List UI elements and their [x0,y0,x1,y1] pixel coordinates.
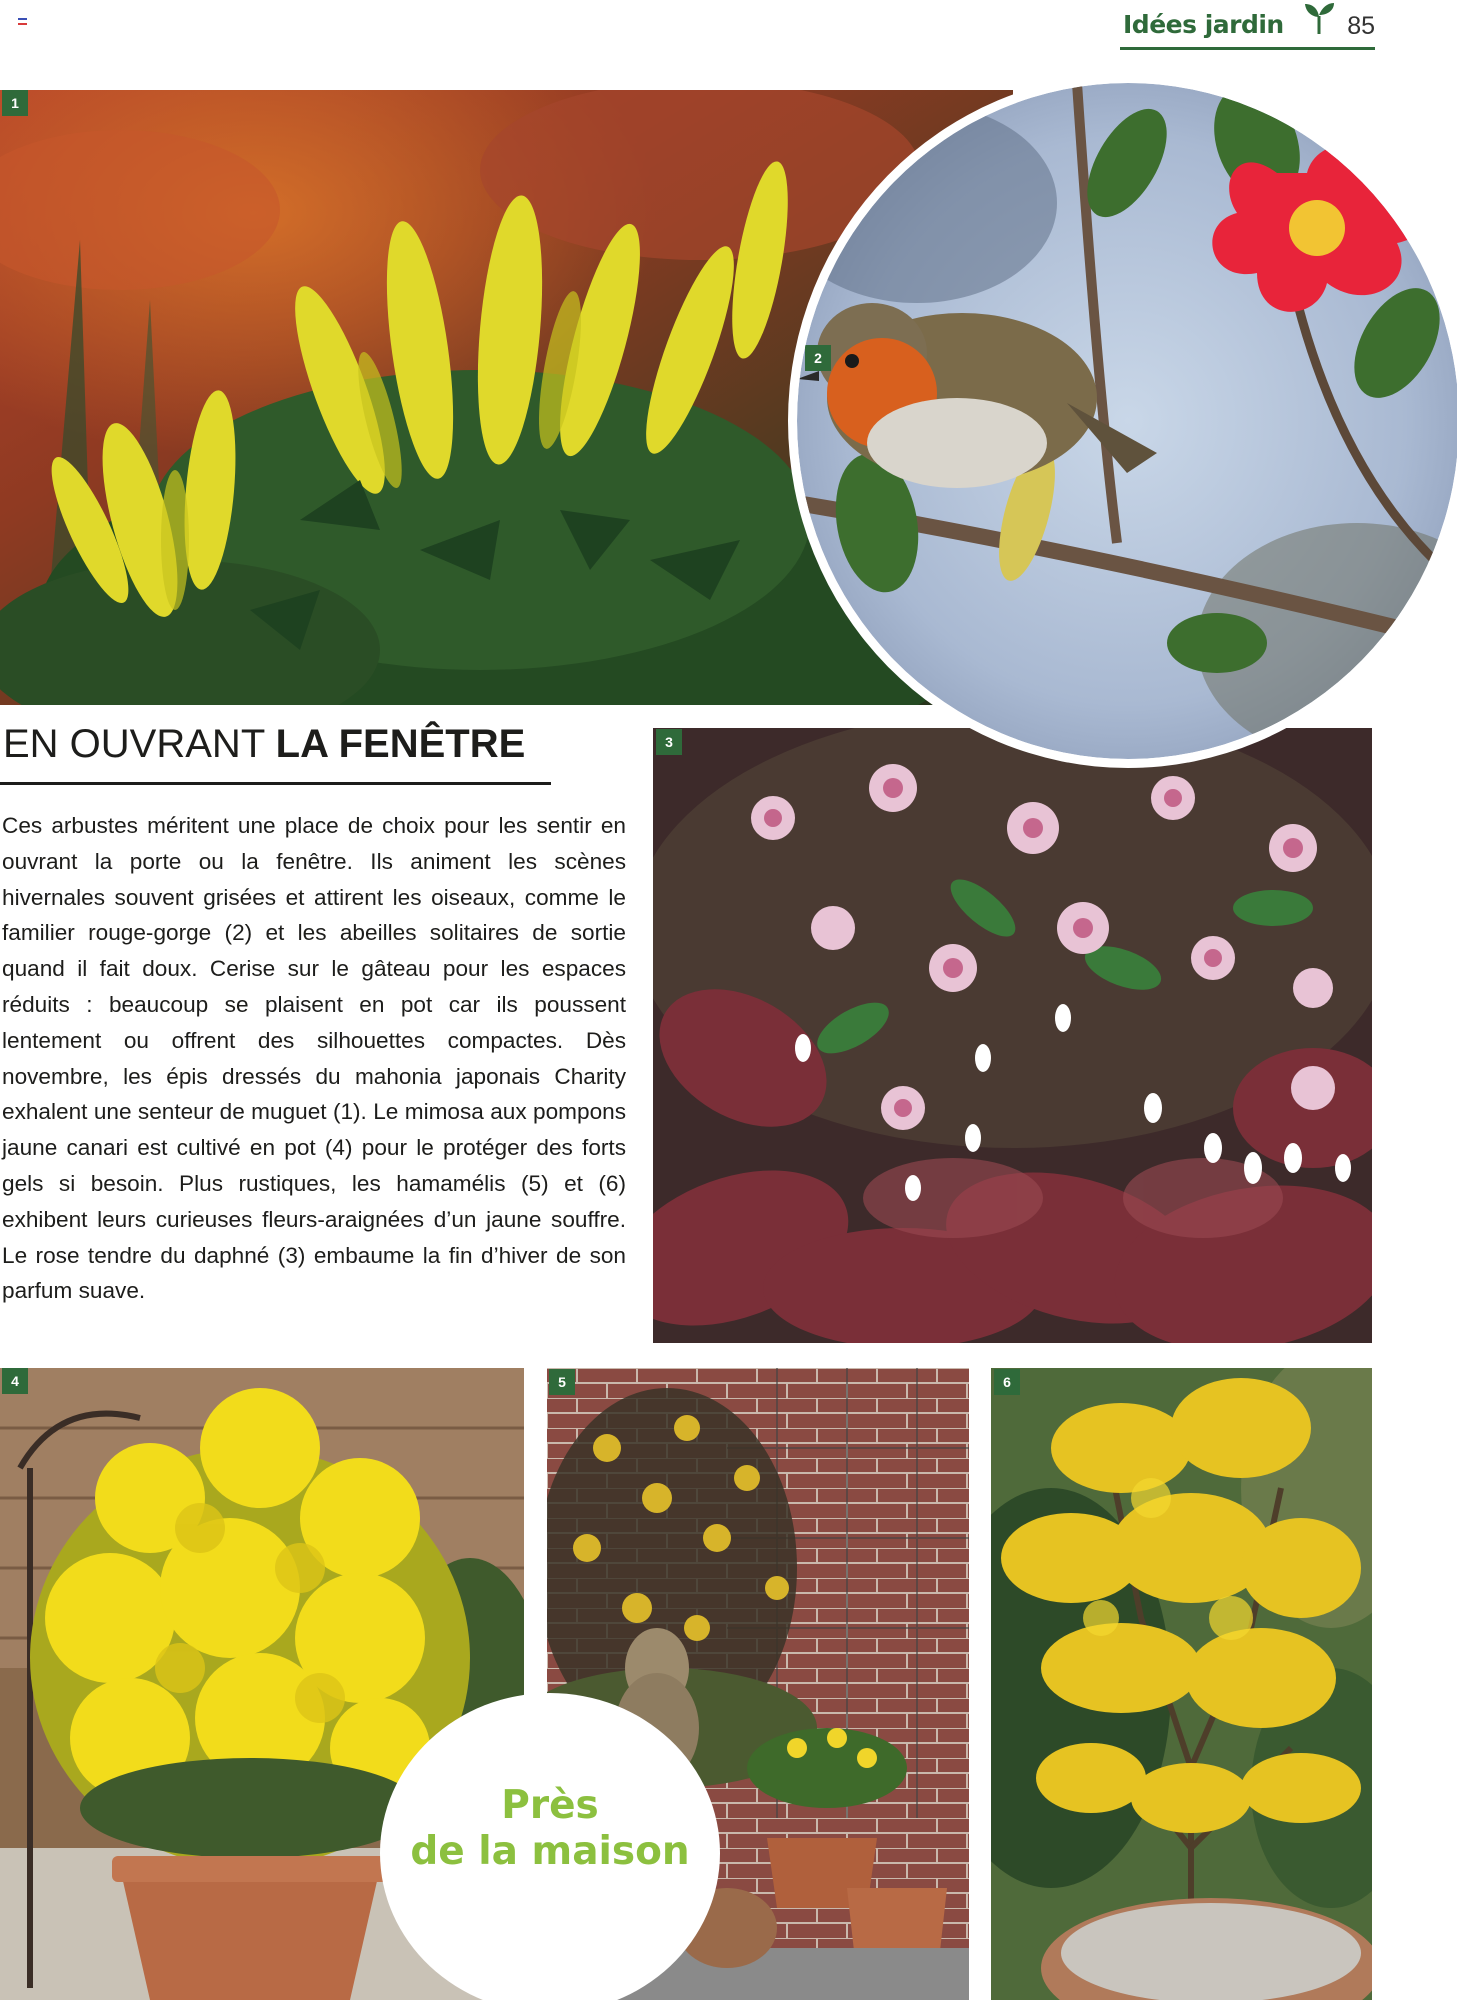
photo-robin [788,74,1457,768]
section-stamp [380,1693,720,2000]
page-number: 85 [1347,12,1375,40]
photo-number-badge: 1 [2,90,28,116]
stamp-line-2: de la maison [410,1829,690,1874]
photo-number-badge: 4 [2,1368,28,1394]
headline-light: EN OUVRANT [3,722,276,766]
article-headline [3,722,551,767]
sprout-icon [1302,0,1336,36]
stamp-text [380,1783,720,1875]
photo-number-badge: 5 [549,1369,575,1395]
language-flag-icon [18,18,27,25]
photo-number-badge: 6 [994,1369,1020,1395]
photo-daphne [653,728,1372,1343]
article-body: Ces arbustes méritent une place de choix pour les sentir en ouvrant la porte ou la fenêtre. Ils animent les scènes hivernales souvent grisées et attirent les oiseaux, comme le familier rouge-gorge (2) et les abeilles solitaires de sortie quand il fait doux. Cerise sur le gâteau pour les espaces réduits : beaucoup se plaisent en pot car ils poussent lentement ou offrent des silhouettes compactes. Dès novembre, les épis dressés du mahonia japonais Charity exhalent une senteur de muguet (1). Le mimosa aux pompons jaune canari est cultivé en pot (4) pour le protéger des forts gels si besoin. Plus rustiques, les hamamélis (5) et (6) exhibent leurs curieuses fleurs-araignées d’un jaune souffre. Le rose tendre du daphné (3) embaume la fin d’hiver de son parfum suave. [2,813,626,1304]
photo-number-badge: 2 [805,345,831,371]
page-header [1120,0,1375,50]
photo-number-badge: 3 [656,729,682,755]
photo-hamamelis-shrub [991,1368,1372,2000]
headline-bold: LA FENÊTRE [275,722,526,766]
headline-underline [0,782,551,785]
section-title: Idées jardin [1123,10,1284,39]
stamp-line-1: Près [501,1783,599,1828]
